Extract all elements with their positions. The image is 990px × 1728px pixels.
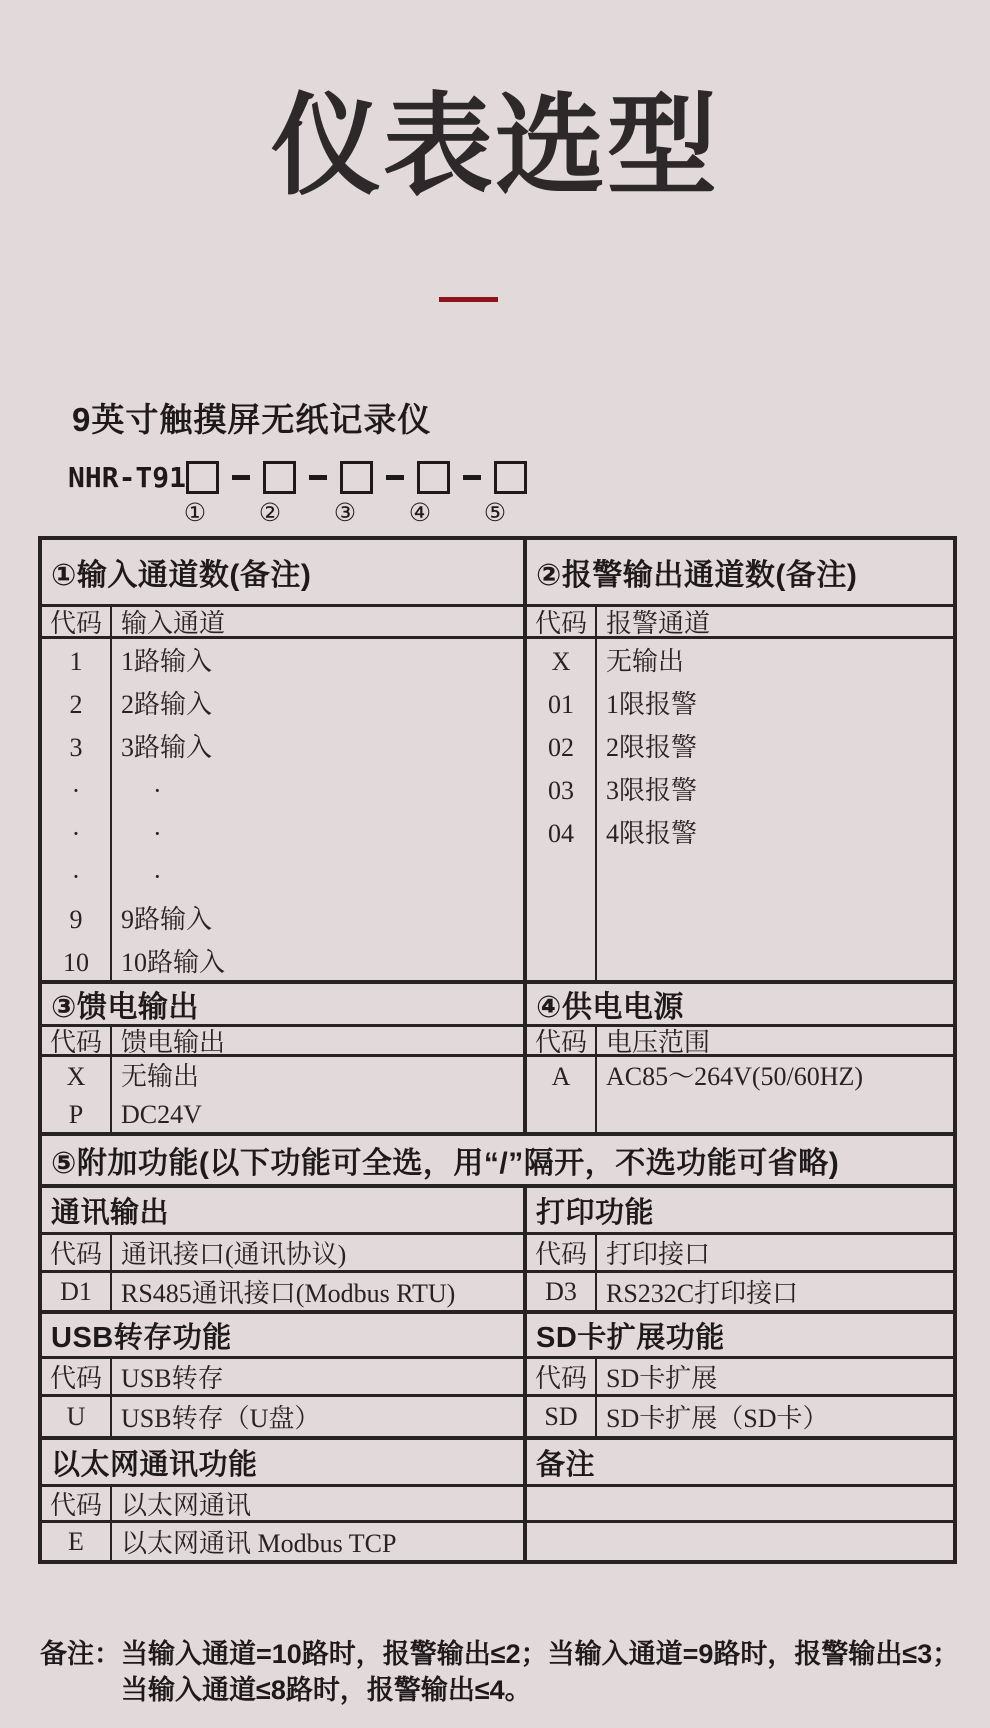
model-box-3 xyxy=(340,461,373,494)
table-cell: 4限报警 xyxy=(606,819,698,848)
section-3-header-cell xyxy=(42,984,527,1024)
table-cell: P xyxy=(68,1100,84,1129)
section-1-2-header-row xyxy=(42,540,953,604)
footnote-text xyxy=(121,1636,959,1708)
position-label-2: ② xyxy=(258,500,282,527)
table-cell: · xyxy=(71,819,81,848)
model-dash-1 xyxy=(232,475,250,480)
usb-value xyxy=(42,1397,527,1436)
ethernet-subheader xyxy=(42,1487,527,1520)
table-cell: AC85～264V(50/60HZ) xyxy=(606,1062,864,1091)
section-2-header: ②报警输出通道数(备注) xyxy=(536,559,858,592)
comm-value xyxy=(42,1273,527,1310)
ethernet-subheader-row xyxy=(42,1484,953,1520)
section-1-2-subheader-row xyxy=(42,604,953,636)
table-cell: U xyxy=(42,1397,112,1436)
section-3-4-header-row xyxy=(42,980,953,1024)
table-cell: RS232C打印接口 xyxy=(606,1279,799,1308)
power-supply-descs xyxy=(597,1057,953,1132)
table-cell: 1路输入 xyxy=(121,647,213,676)
code-label-cell: 代码 xyxy=(42,1487,112,1520)
usb-sd-header-row xyxy=(42,1310,953,1356)
code-label-cell: 代码 xyxy=(527,1359,597,1394)
comm-subheader xyxy=(42,1235,527,1270)
remark-header-cell xyxy=(527,1440,953,1484)
ethernet-value-row xyxy=(42,1520,953,1560)
table-cell: RS485通讯接口(Modbus RTU) xyxy=(121,1279,456,1308)
table-cell: 9 xyxy=(69,905,83,934)
table-cell: 9路输入 xyxy=(121,905,213,934)
desc-label-cell: SD卡扩展 xyxy=(606,1364,718,1393)
table-cell: 10路输入 xyxy=(121,948,226,977)
page-title: 仪表选型 xyxy=(271,85,719,208)
selection-table xyxy=(38,536,957,1564)
model-box-5 xyxy=(494,461,527,494)
table-cell: X xyxy=(66,1062,86,1091)
usb-header-cell xyxy=(42,1314,527,1356)
desc-label-cell: 报警通道 xyxy=(606,609,711,638)
position-label-5: ⑤ xyxy=(483,500,507,527)
footnote-label: 备注： xyxy=(40,1639,121,1669)
code-label-cell: 代码 xyxy=(42,1235,112,1270)
product-heading: 9英寸触摸屏无纸记录仪 xyxy=(72,401,432,438)
desc-label-cell: USB转存 xyxy=(121,1364,224,1393)
alarm-channel-codes xyxy=(527,639,597,980)
desc-label-cell: 通讯接口(通讯协议) xyxy=(121,1240,347,1269)
table-cell: 1限报警 xyxy=(606,690,698,719)
model-dash-4 xyxy=(463,475,481,480)
table-cell: USB转存（U盘） xyxy=(121,1404,321,1433)
table-cell: 以太网通讯 Modbus TCP xyxy=(121,1529,397,1558)
table-cell: · xyxy=(71,862,81,891)
model-dash-3 xyxy=(386,475,404,480)
section-2-subheader xyxy=(527,607,953,636)
model-prefix: NHR-T91 xyxy=(68,460,187,494)
sd-header-cell xyxy=(527,1314,953,1356)
desc-label-cell: 输入通道 xyxy=(121,609,226,638)
code-label-cell: 代码 xyxy=(527,1027,597,1054)
section-3-4-body-row xyxy=(42,1054,953,1132)
desc-label-cell: 馈电输出 xyxy=(121,1028,226,1057)
section-5-header: ⑤附加功能(以下功能可全选，用“/”隔开，不选功能可省略) xyxy=(51,1147,840,1180)
comm-header: 通讯输出 xyxy=(51,1196,170,1229)
ethernet-value xyxy=(42,1523,527,1560)
table-cell: 3路输入 xyxy=(121,733,213,762)
table-cell: DC24V xyxy=(121,1100,202,1129)
table-cell: · xyxy=(153,862,162,891)
table-cell: · xyxy=(153,776,162,805)
empty-cell xyxy=(527,1523,953,1560)
table-cell: 3限报警 xyxy=(606,776,698,805)
table-cell: · xyxy=(153,819,162,848)
code-label-cell: 代码 xyxy=(527,1235,597,1270)
code-label-cell: 代码 xyxy=(527,607,597,636)
model-box-1 xyxy=(186,461,219,494)
feed-output-codes xyxy=(42,1057,112,1132)
section-2-header-cell xyxy=(527,540,953,604)
table-cell: 2限报警 xyxy=(606,733,698,762)
section-4-header: ④供电电源 xyxy=(536,991,684,1024)
code-label-cell: 代码 xyxy=(42,1359,112,1394)
table-cell: 10 xyxy=(63,948,89,977)
empty-cell xyxy=(527,1487,953,1520)
table-cell: 02 xyxy=(548,733,574,762)
title-accent-dash xyxy=(439,297,498,302)
comm-header-cell xyxy=(42,1188,527,1232)
section-3-4-subheader-row xyxy=(42,1024,953,1057)
section-1-header-cell xyxy=(42,540,527,604)
print-header: 打印功能 xyxy=(536,1196,655,1229)
input-channel-descs xyxy=(112,639,523,980)
table-cell: 1 xyxy=(69,647,83,676)
feed-output-descs xyxy=(112,1057,523,1132)
table-cell: D1 xyxy=(42,1273,112,1310)
position-label-1: ① xyxy=(183,500,207,527)
table-cell: 无输出 xyxy=(121,1062,200,1091)
footnote xyxy=(40,1636,960,1708)
table-cell: A xyxy=(551,1062,571,1091)
model-box-4 xyxy=(417,461,450,494)
table-cell: 04 xyxy=(548,819,574,848)
input-channel-codes xyxy=(42,639,112,980)
print-value xyxy=(527,1273,953,1310)
ethernet-remark-header-row xyxy=(42,1436,953,1484)
usb-subheader xyxy=(42,1359,527,1394)
code-label-cell: 代码 xyxy=(42,607,112,636)
power-supply-codes xyxy=(527,1057,597,1132)
comm-print-header-row xyxy=(42,1184,953,1232)
print-header-cell xyxy=(527,1188,953,1232)
position-label-3: ③ xyxy=(333,500,357,527)
alarm-channel-body xyxy=(527,639,953,980)
table-cell: 3 xyxy=(69,733,83,762)
sd-header: SD卡扩展功能 xyxy=(536,1321,725,1354)
table-cell: 无输出 xyxy=(606,647,685,676)
table-cell: 01 xyxy=(548,690,574,719)
power-supply-body xyxy=(527,1057,953,1132)
desc-label-cell: 以太网通讯 xyxy=(121,1491,252,1520)
footnote-line-1: 当输入通道=10路时，报警输出≤2；当输入通道=9路时，报警输出≤3； xyxy=(121,1639,960,1669)
ethernet-header-cell xyxy=(42,1440,527,1484)
section-1-2-body-row xyxy=(42,636,953,980)
table-cell: · xyxy=(71,776,81,805)
alarm-channel-descs xyxy=(597,639,953,980)
table-cell: SD xyxy=(527,1397,597,1436)
sd-subheader xyxy=(527,1359,953,1394)
section-4-subheader xyxy=(527,1027,953,1057)
ethernet-header: 以太网通讯功能 xyxy=(51,1448,258,1481)
model-box-2 xyxy=(263,461,296,494)
code-label-cell: 代码 xyxy=(42,1027,112,1054)
table-cell: 03 xyxy=(548,776,574,805)
section-1-subheader xyxy=(42,607,527,636)
remark-empty-cell xyxy=(527,1487,953,1520)
model-code-line xyxy=(68,458,527,496)
table-cell: D3 xyxy=(527,1273,597,1310)
footnote-line-2: 当输入通道≤8路时，报警输出≤4。 xyxy=(121,1675,532,1705)
section-3-header: ③馈电输出 xyxy=(51,991,199,1024)
section-4-header-cell xyxy=(527,984,953,1024)
section-3-subheader xyxy=(42,1027,527,1057)
input-channel-body xyxy=(42,639,527,980)
desc-label-cell: 电压范围 xyxy=(606,1028,711,1057)
remark-header: 备注 xyxy=(536,1448,596,1481)
comm-print-value-row xyxy=(42,1270,953,1310)
section-5-header-row xyxy=(42,1132,953,1184)
table-cell: 2路输入 xyxy=(121,690,213,719)
usb-sd-subheader-row xyxy=(42,1356,953,1394)
usb-header: USB转存功能 xyxy=(51,1321,232,1354)
table-cell: SD卡扩展（SD卡） xyxy=(606,1404,829,1433)
table-cell: 2 xyxy=(69,690,83,719)
table-cell: E xyxy=(42,1523,112,1560)
remark-empty-cell xyxy=(527,1523,953,1560)
usb-sd-value-row xyxy=(42,1394,953,1436)
print-subheader xyxy=(527,1235,953,1270)
model-position-labels xyxy=(0,498,990,526)
position-label-4: ④ xyxy=(408,500,432,527)
section-1-header: ①输入通道数(备注) xyxy=(51,559,312,592)
desc-label-cell: 打印接口 xyxy=(606,1240,711,1269)
sd-value xyxy=(527,1397,953,1436)
table-cell: X xyxy=(551,647,571,676)
comm-print-subheader-row xyxy=(42,1232,953,1270)
model-dash-2 xyxy=(309,475,327,480)
feed-output-body xyxy=(42,1057,527,1132)
